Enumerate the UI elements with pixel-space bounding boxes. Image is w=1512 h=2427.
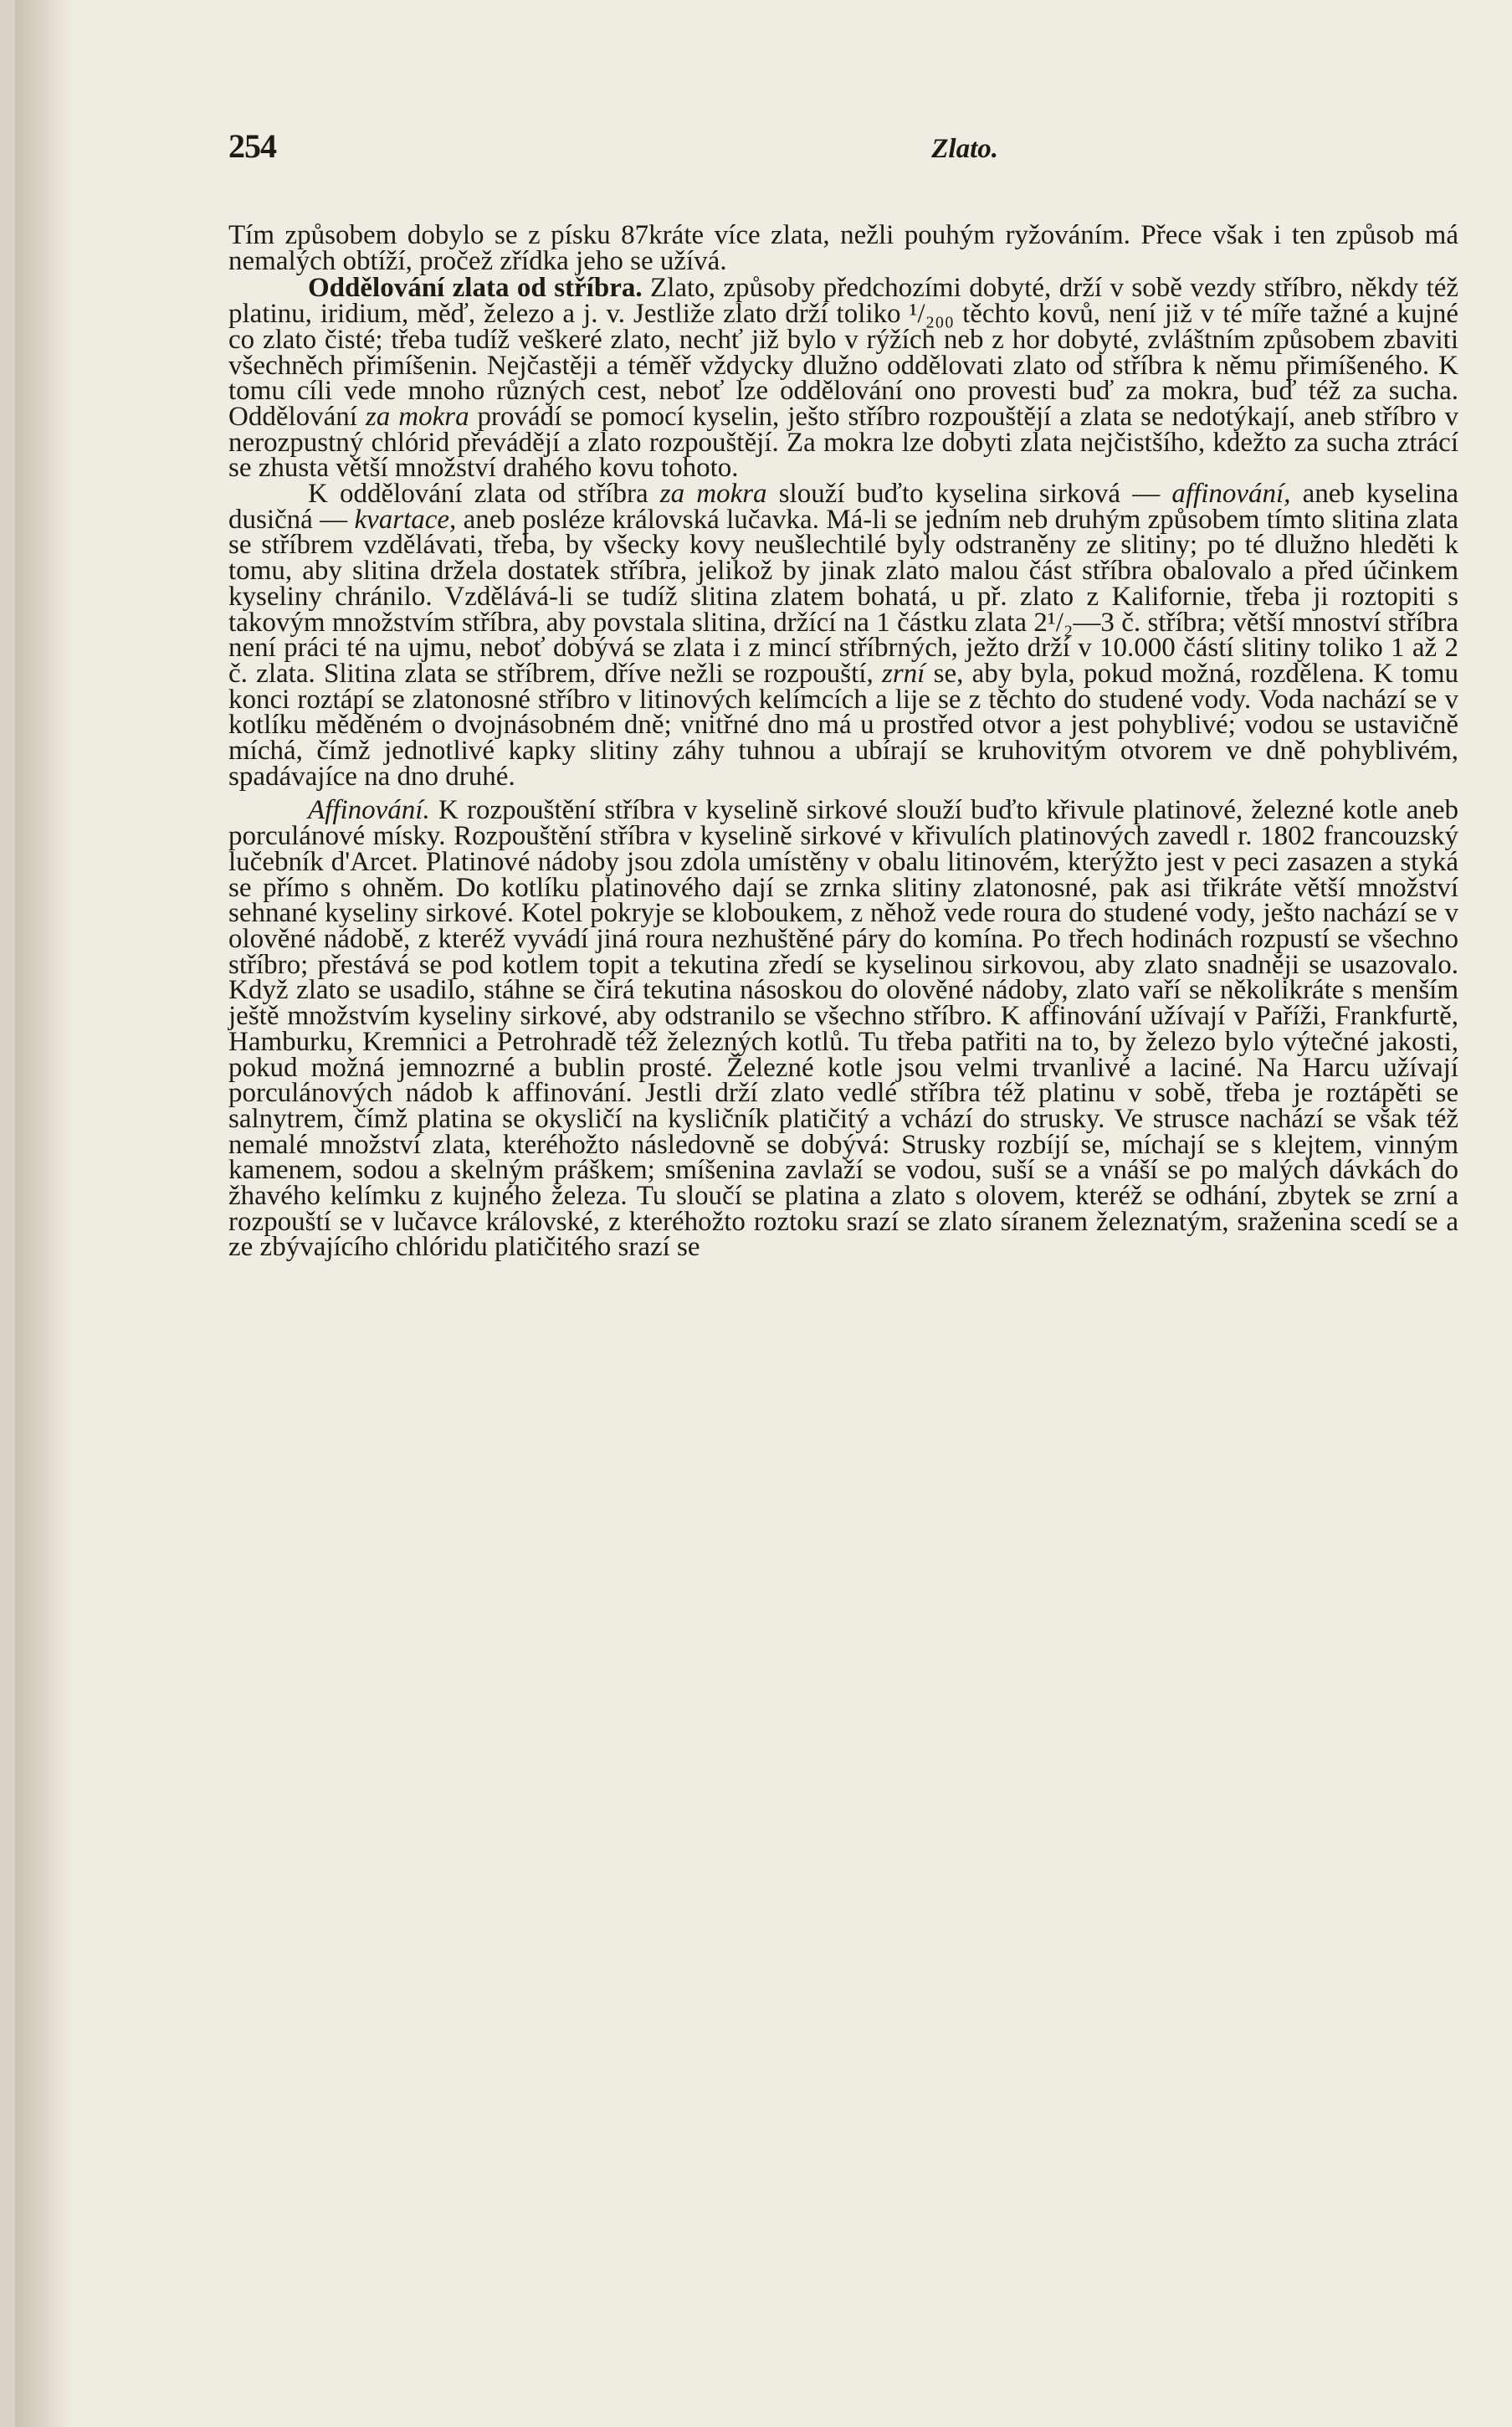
- paragraph-3-text-d: aneb posléze královská lučavka. Má-li se jedním neb druhým způsobem tímto slitina zlata se stříbrem vzdělávati, třeba, by všecky kovy neušlechtilé byly odstraněny ze slitiny; po té dlužno hleděti k tomu, aby slitina držela dostatek stříbra, jelikož by jinak zlato malou část stříbra obalovalo a před účinkem kyseliny chránilo. Vzdělává-li se tudíž slitina zlatem bohatá, u př. zlato z Kalifornie, třeba ji roztopiti s takovým množstvím stříbra, aby povstala slitina, držící na 1 částku zlata 2¹/₂—3 č. stříbra; větší mnoství stříbra není práci té na ujmu, neboť dobývá se zlata i z mincí stříbrných, ježto drží v 10.000 částí slitiny toliko 1 až 2 č. zlata. Slitina zlata se stříbrem, dříve nežli se rozpouští,: [228, 504, 1458, 689]
- section-heading-affinovani: Affinování.: [308, 795, 430, 826]
- paragraph-3-text-b: slouží buďto kyselina sirková —: [766, 479, 1172, 510]
- term-kvartace: kvartace,: [354, 504, 457, 535]
- paragraph-4-text: K rozpouštění stříbra v kyselině sirkové slouží buďto křivule platinové, železné kotle aneb porculánové mísky. Rozpouštění stříbra v kyselině sirkové v křivulích platinových zavedl r. 1802 francouzský lučebník d'Arcet. Platinové nádoby jsou zdola umístěny v obalu litinovém, kterýžto jest v peci zasazen a styká se přímo s ohněm. Do kotlíku platinového dají se zrnka slitiny zlatonosné, pak asi třikráte větší množství sehnané kyseliny sirkové. Kotel pokryje se kloboukem, z něhož vede roura do studené vody, ješto nachází se v olověné nádobě, z kteréž vyvádí jiná roura nezhuštěné páry do komína. Po třech hodinách rozpustí se všechno stříbro; přestává se pod kotlem topit a tekutina zředí se kyselinou sirkovou, aby zlato snadněji se usazovalo. Když zlato se usadilo, stáhne se čirá tekutina násoskou do olověné nádoby, zlato vaří se několikráte s menším ještě množstvím kyseliny sirkové, aby odstranilo se všechno stříbro. K affinování užívají v Paříži, Frankfurtě, Hamburku, Kremnici a Petrohradě též železných kotlů. Tu třeba patřiti na to, by železo bylo výtečné jakosti, pokud možná jemnozrné a bublin prosté. Železné kotle jsou velmi trvanlivé a laciné. Na Harcu užívají porculánových nádob k affinování. Jestli drží zlato vedlé stříbra též platinu v sobě, třeba je roztápěti se salnytrem, čímž platina se okysličí na kysličník platičitý a vchází do strusky. Ve strusce nachází se však též nemalé množství zlata, kteréhožto následovně se dobývá: Strusky rozbíjí se, míchají se s klejtem, vinným kamenem, sodou a skelným práškem; smíšenina zavlaží se vodou, suší se a vnáší se po malých dávkách do žhavého kelímku z kujného železa. Tu sloučí se platina a zlato s olovem, kteréž se odhání, zbytek se zrní a rozpouští se v lučavce královské, z kteréhožto roztoku srazí se zlato síranem železnatým, sraženina scedí se a ze zbývajícího chlóridu platičitého srazí se: [228, 795, 1458, 1263]
- page-number: 254: [228, 127, 276, 165]
- paragraph-2: [228, 273, 1458, 484]
- paragraph-3-text-e: se, aby byla, pokud možná, rozdělena. K tomu konci roztápí se zlatonosné stříbro v litinových kelímcích a lije se z těchto do studené vody. Voda nachází se v kotlíku měděném o dvojnásobném dně; vnitřné dno má u prostřed otvor a jest pohyblivé; vodou se ustavičně míchá, čímž jednotlivé kapky slitiny záhy tuhnou a ubírají se kruhovitým otvorem ve dně pohyblivém, spadávajíce na dno druhé.: [228, 658, 1458, 792]
- paragraph-3-text-c: aneb kyselina dusičná —: [228, 479, 1458, 535]
- binding-shadow: [15, 0, 74, 2427]
- text-block: [228, 127, 1458, 1263]
- paragraph-3-text-a: K oddělování zlata od stříbra: [308, 479, 660, 510]
- paragraph-1: Tím způsobem dobylo se z písku 87kráte více zlata, nežli pouhým ryžováním. Přece však i ten způsob má nemalých obtíží, pročež zřídka jeho se užívá.: [228, 220, 1458, 276]
- paragraph-4: [228, 795, 1458, 1263]
- term-wet-method-2: za mokra: [659, 479, 767, 510]
- page-header: [228, 127, 1458, 181]
- term-affinovani: affinování,: [1171, 479, 1291, 510]
- term-zrni: zrní: [881, 658, 925, 689]
- running-head: Zlato.: [931, 134, 998, 164]
- section-heading-separation: Oddělování zlata od stříbra.: [308, 273, 643, 304]
- book-page: [15, 0, 1512, 2427]
- term-wet-method: za mokra: [365, 401, 469, 432]
- paragraph-3: [228, 479, 1458, 792]
- paragraph-2-text-a: Zlato, způsoby předchozími dobyté, drží v sobě vezdy stříbro, někdy též platinu, iridium, měď, železo a j. v. Jestliže zlato drží toliko ¹/₂₀₀ těchto kovů, není již v té míře tažné a kujné co zlato čisté; třeba tudíž veškeré zlato, nechť již bylo v rýžích neb z hor dobyté, zvláštním způsobem zbaviti všechněch přimíšenin. Nejčastěji a téměř vždycky dlužno oddělovati zlato od stříbra k němu přimíšeného. K tomu cíli vede mnoho různých cest, neboť lze oddělování ono provesti buď za mokra, buď též za sucha. Oddělování: [228, 273, 1458, 432]
- paragraph-2-text-b: provádí se pomocí kyselin, ješto stříbro rozpouštějí a zlata se nedotýkají, aneb stříbro v nerozpustný chlórid převádějí a zlato rozpouštějí. Za mokra lze dobyti zlata nejčistšího, kdežto za sucha ztrácí se zhusta větší množství drahého kovu tohoto.: [228, 401, 1458, 484]
